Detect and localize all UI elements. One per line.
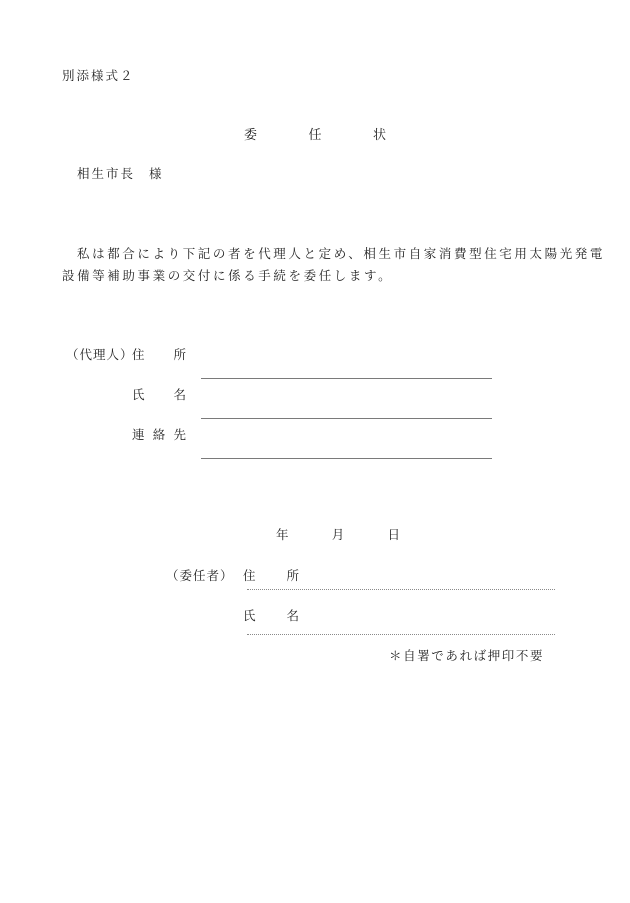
agent-address-label: 住 所 — [132, 347, 186, 362]
document-title: 委 任 状 — [244, 128, 386, 143]
agent-role-label: （代理人） — [66, 347, 134, 362]
seal-note: ＊自署であれば押印不要 — [389, 648, 545, 663]
principal-name-label: 氏 名 — [243, 608, 299, 623]
agent-contact-label: 連 絡 先 — [132, 427, 186, 442]
body-text-line-1: 私は都合により下記の者を代理人と定め、相生市自家消費型住宅用太陽光発電 — [77, 246, 606, 261]
addressee: 相生市長 様 — [77, 166, 164, 181]
form-number: 別添様式２ — [62, 68, 135, 83]
agent-name-field[interactable] — [201, 418, 492, 419]
date-line: 年 月 日 — [276, 527, 400, 542]
body-text-line-2: 設備等補助事業の交付に係る手続を委任します。 — [62, 268, 394, 283]
agent-address-field[interactable] — [201, 378, 492, 379]
agent-name-label: 氏 名 — [132, 387, 186, 402]
agent-contact-field[interactable] — [201, 458, 492, 459]
principal-address-field[interactable] — [247, 589, 555, 590]
principal-role-label: （委任者） — [166, 568, 234, 583]
principal-name-field[interactable] — [247, 634, 555, 635]
principal-address-label: 住 所 — [243, 568, 299, 583]
